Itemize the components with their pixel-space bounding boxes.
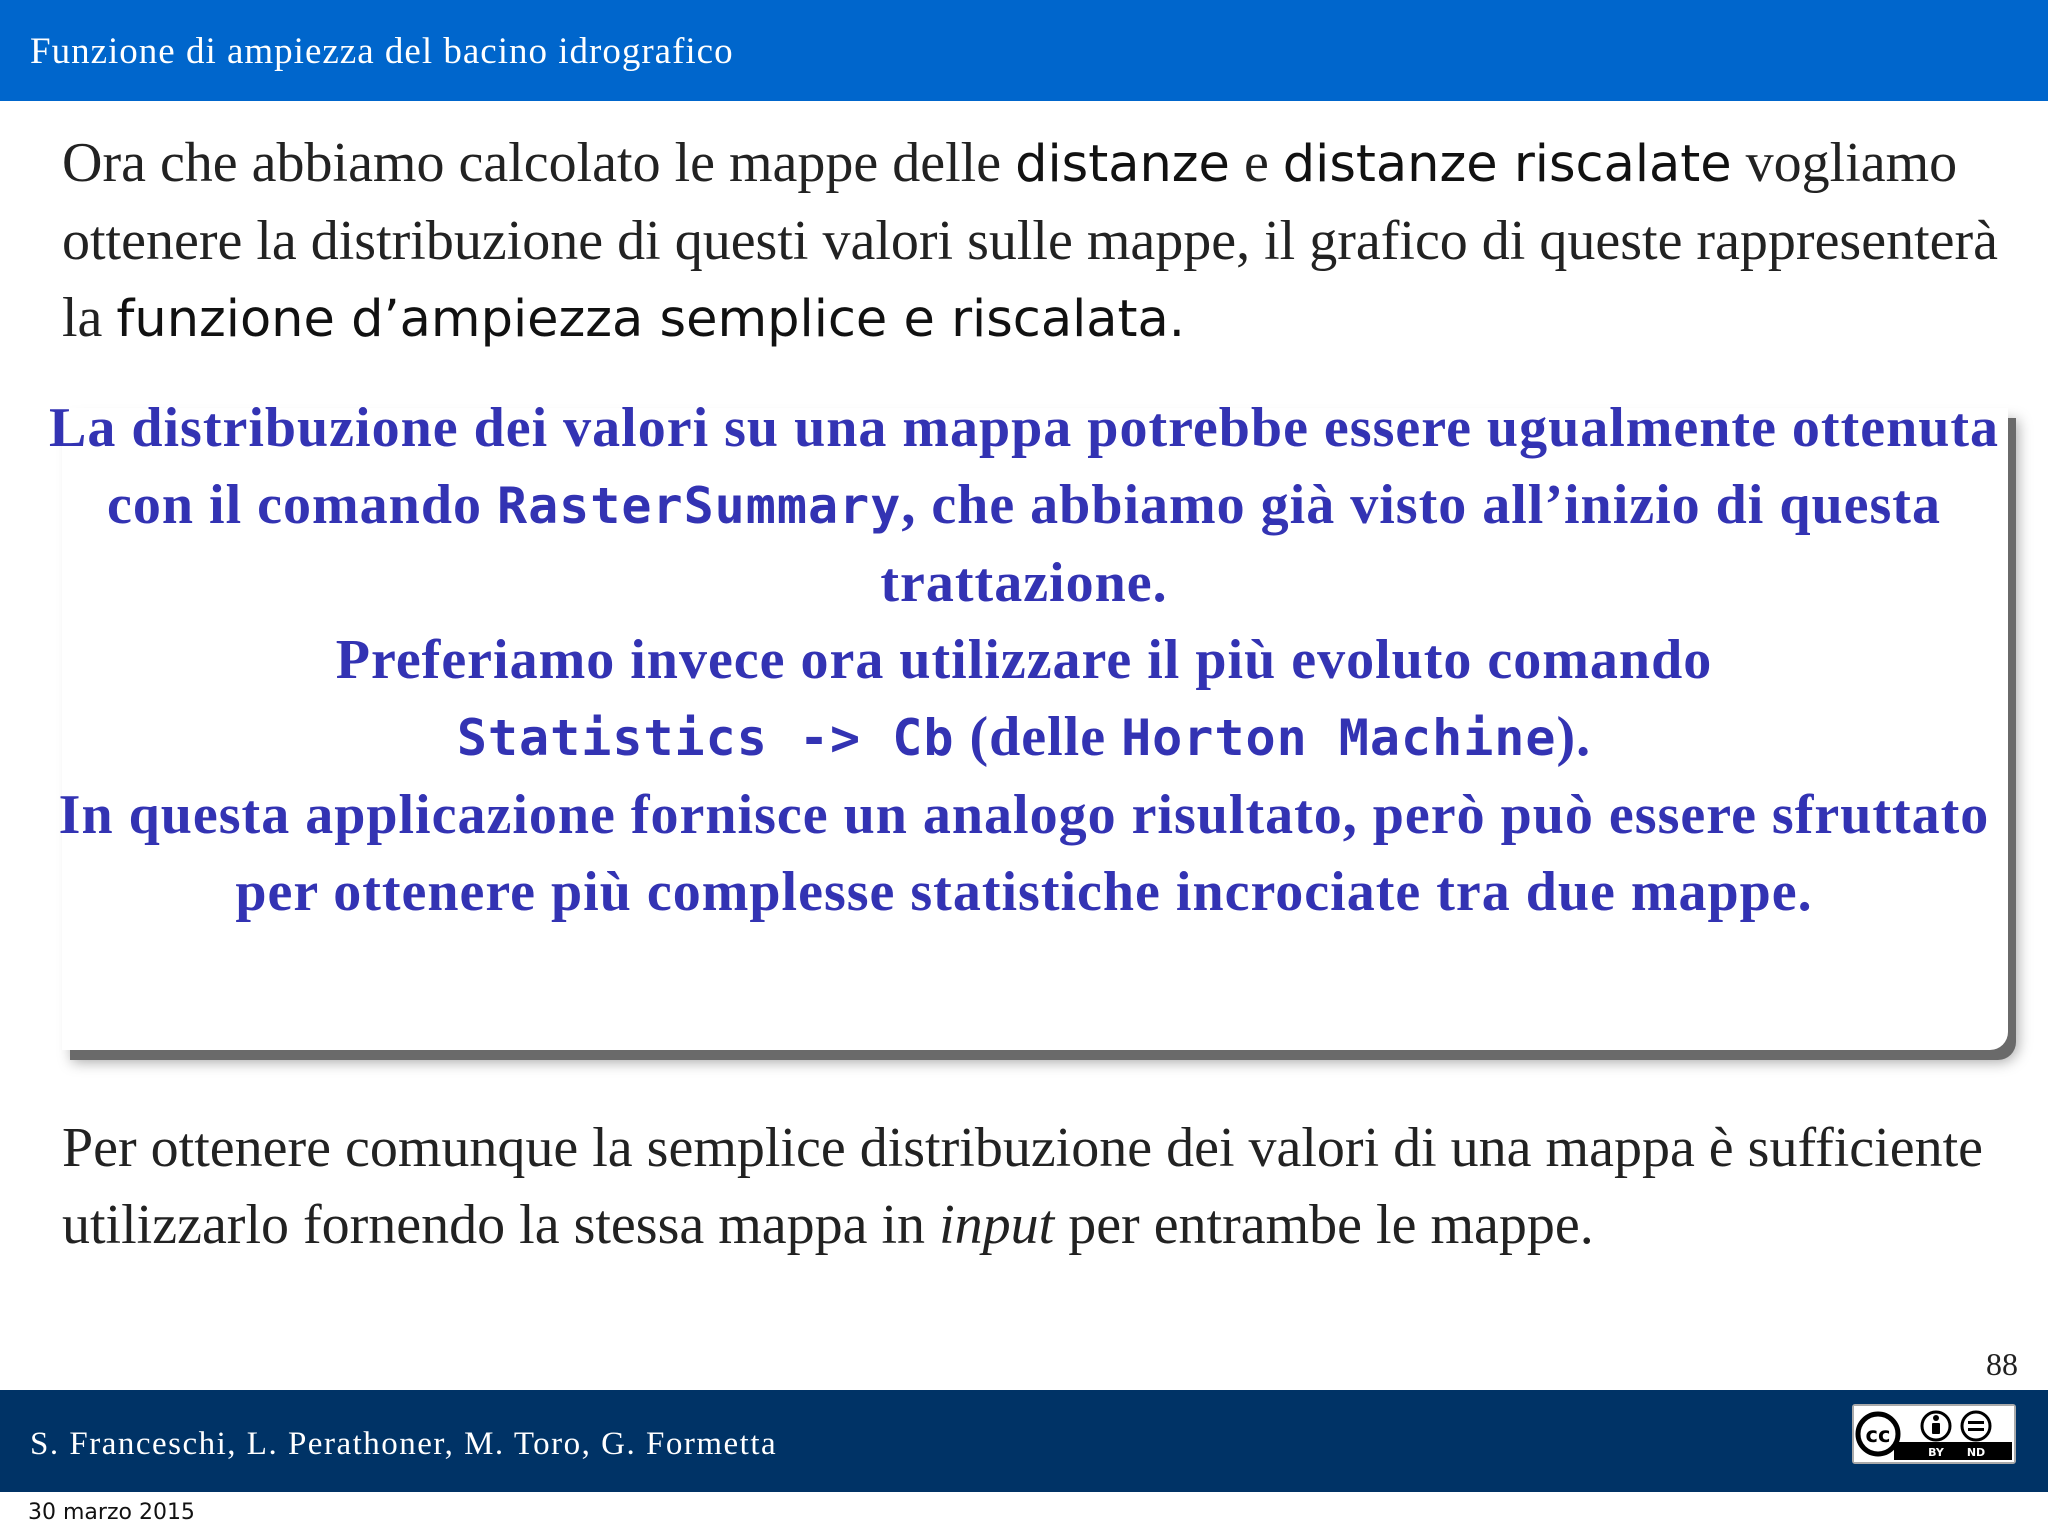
cc-label: cc — [1865, 1423, 1891, 1447]
slide-section-title: Funzione di ampiezza del bacino idrografico — [30, 31, 734, 72]
callout-text — [40, 390, 2008, 931]
callout-line: (delle — [954, 706, 1122, 768]
term-input: input — [939, 1194, 1055, 1256]
intro-text: Ora che abbiamo calcolato le mappe delle — [62, 132, 1016, 194]
outro-text: Per ottenere comunque la semplice distribuzione dei valori di una mappa è sufficiente utilizzarlo fornendo la stessa mappa in — [62, 1117, 1983, 1256]
cc-by-nd-icon — [1854, 1406, 2014, 1462]
cc-license-badge — [1852, 1404, 2016, 1464]
slide-footer — [0, 1390, 2048, 1492]
intro-text: . — [1168, 290, 1185, 349]
intro-paragraph — [62, 125, 2012, 358]
command-statistics-cb: Statistics -> Cb — [456, 709, 955, 767]
term-distanze-riscalate: distanze riscalate — [1282, 135, 1732, 194]
command-rastersummary: RasterSummary — [496, 477, 902, 535]
outro-text: per entrambe le mappe. — [1054, 1194, 1594, 1256]
intro-text: e — [1229, 132, 1283, 194]
slide-header — [0, 0, 2048, 101]
term-funzione-ampiezza: funzione d’ampiezza semplice e riscalata — [116, 290, 1169, 349]
by-label: BY — [1928, 1446, 1944, 1459]
presentation-date: 30 marzo 2015 — [28, 1500, 195, 1525]
nd-label: ND — [1966, 1446, 1986, 1459]
intro-text: vogliamo ottenere la distribuzione di questi valori sulle mappe, il grafico di queste rappresenterà la — [62, 132, 1998, 349]
callout-line: In questa applicazione fornisce un analogo risultato, però può essere sfruttato per ottenere più complesse statistiche incrociate tra due mappe. — [58, 784, 1990, 923]
term-distanze: distanze — [1015, 135, 1230, 194]
callout-line: La distribuzione dei valori su una mappa potrebbe essere ugualmente ottenuta con il comando — [48, 397, 2000, 536]
command-horton-machine: Horton Machine — [1121, 709, 1557, 767]
footer-authors: S. Franceschi, L. Perathoner, M. Toro, G. Formetta — [30, 1426, 778, 1462]
callout-line: , che abbiamo già visto all’inizio di questa trattazione. — [880, 474, 1941, 614]
callout-line: ). — [1556, 706, 1592, 768]
page-number: 88 — [1986, 1346, 2018, 1382]
callout-line: Preferiamo invece ora utilizzare il più evoluto comando — [335, 629, 1713, 691]
outro-paragraph — [62, 1110, 2012, 1264]
